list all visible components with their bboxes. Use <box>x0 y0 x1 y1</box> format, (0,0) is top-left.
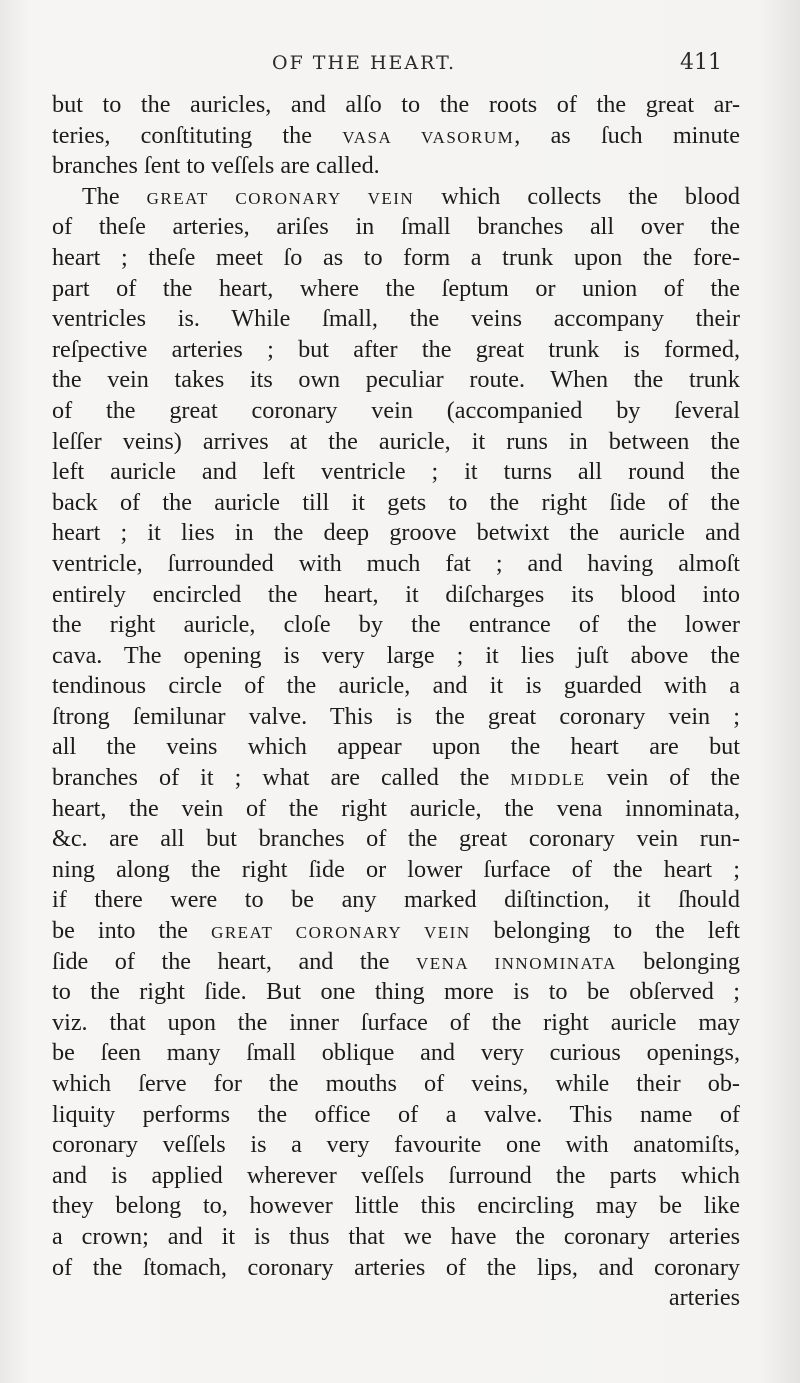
text-run: vein of the <box>585 764 740 792</box>
text-run: heart, the vein of the right auricle, the vena innominata, <box>52 794 740 822</box>
text-run: tendinous circle of the auricle, and it is guarded with a <box>52 672 740 700</box>
text-line <box>52 794 740 825</box>
text-run: part of the heart, where the ſeptum or union of the <box>52 274 740 302</box>
text-run: the vein takes its own peculiar route. When the trunk <box>52 366 740 394</box>
text-line <box>52 580 740 611</box>
text-run: belonging <box>616 947 740 975</box>
text-run: ſtrong ſemilunar valve. This is the great coronary vein ; <box>52 702 740 730</box>
text-line <box>52 1008 740 1039</box>
small-caps-term: GREAT CORONARY VEIN <box>146 188 415 208</box>
text-run: be ſeen many ſmall oblique and very curious openings, <box>52 1039 740 1067</box>
text-line <box>52 885 740 916</box>
text-line <box>52 1161 740 1192</box>
text-run: of theſe arteries, ariſes in ſmall branches all over the <box>52 213 740 241</box>
small-caps-term: VENA INNOMINATA <box>415 953 617 973</box>
text-run: all the veins which appear upon the heart are but <box>52 733 740 761</box>
text-line <box>52 855 740 886</box>
text-run: branches ſent to veſſels are called. <box>52 152 380 180</box>
text-run: and is applied wherever veſſels ſurround the parts which <box>52 1161 740 1189</box>
text-run: coronary veſſels is a very favourite one with anatomiſts, <box>52 1131 740 1159</box>
text-line <box>52 488 740 519</box>
text-line <box>52 1191 740 1222</box>
small-caps-term: MIDDLE <box>510 770 586 790</box>
text-line <box>52 151 740 182</box>
text-run: teries, conſtituting the <box>52 121 343 149</box>
text-line <box>52 671 740 702</box>
page-number: 411 <box>680 50 722 75</box>
text-run: ventricles is. While ſmall, the veins accompany their <box>52 305 740 333</box>
text-line <box>52 335 740 366</box>
text-line <box>52 274 740 305</box>
text-line <box>52 824 740 855</box>
text-line <box>52 1038 740 1069</box>
text-run: viz. that upon the inner ſurface of the right auricle may <box>52 1008 740 1036</box>
text-line <box>52 457 740 488</box>
text-line <box>52 732 740 763</box>
text-run: ventricle, ſurrounded with much fat ; and having almoſt <box>52 549 740 577</box>
text-run: belonging to the left <box>470 917 740 945</box>
text-run: of the ſtomach, coronary arteries of the lips, and coronary <box>52 1253 740 1281</box>
small-caps-term: VASA VASORUM <box>342 127 515 147</box>
text-line <box>52 641 740 672</box>
text-run: to the right ſide. But one thing more is to be obſerved ; <box>52 978 740 1006</box>
text-line <box>52 1222 740 1253</box>
text-run: if there were to be any marked diſtinction, it ſhould <box>52 886 740 914</box>
catchword: arteries <box>668 1284 740 1312</box>
text-run: they belong to, however little this encircling may be like <box>52 1192 740 1220</box>
text-line <box>52 1130 740 1161</box>
text-run: back of the auricle till it gets to the right ſide of the <box>52 488 740 516</box>
text-line <box>52 1069 740 1100</box>
text-line <box>52 610 740 641</box>
text-line <box>52 763 740 794</box>
text-run: reſpective arteries ; but after the great trunk is formed, <box>52 335 740 363</box>
text-run: &c. are all but branches of the great coronary vein run- <box>52 825 740 853</box>
text-line <box>52 90 740 121</box>
body-text <box>52 90 740 1314</box>
text-line <box>52 702 740 733</box>
text-line <box>52 977 740 1008</box>
text-run: branches of it ; what are called the <box>52 764 511 792</box>
text-run: entirely encircled the heart, it diſcharges its blood into <box>52 580 740 608</box>
text-run: the right auricle, cloſe by the entrance of the lower <box>52 611 740 639</box>
running-head <box>0 50 800 80</box>
text-line <box>52 549 740 580</box>
text-line <box>52 1100 740 1131</box>
text-run: which collects the blood <box>414 182 740 210</box>
text-line <box>52 182 740 213</box>
running-title: OF THE HEART. <box>272 52 457 74</box>
text-run: heart ; it lies in the deep groove betwixt the auricle and <box>52 519 740 547</box>
text-run: but to the auricles, and alſo to the roots of the great ar- <box>52 91 740 118</box>
text-run: cava. The opening is very large ; it lies juſt above the <box>52 641 740 669</box>
small-caps-term: GREAT CORONARY VEIN <box>211 923 471 943</box>
text-line <box>52 916 740 947</box>
text-line <box>52 243 740 274</box>
text-run: ſide of the heart, and the <box>52 947 416 975</box>
text-run: which ſerve for the mouths of veins, while their ob- <box>52 1070 740 1097</box>
text-run: left auricle and left ventricle ; it turns all round the <box>52 458 740 486</box>
text-line <box>52 365 740 396</box>
text-line <box>52 396 740 427</box>
text-line <box>52 518 740 549</box>
text-run: The <box>82 182 147 210</box>
text-run: leſſer veins) arrives at the auricle, it runs in between the <box>52 427 740 455</box>
text-run: liquity performs the office of a valve. This name of <box>52 1100 740 1128</box>
text-line <box>52 212 740 243</box>
text-line <box>52 1253 740 1284</box>
text-line <box>52 121 740 152</box>
text-run: heart ; theſe meet ſo as to form a trunk upon the fore- <box>52 243 740 271</box>
text-line <box>52 947 740 978</box>
text-run: ning along the right ſide or lower ſurface of the heart ; <box>52 855 740 883</box>
text-line <box>52 427 740 458</box>
text-run: a crown; and it is thus that we have the coronary arteries <box>52 1222 740 1250</box>
text-run: of the great coronary vein (accompanied by ſeveral <box>52 396 740 424</box>
text-run: , as ſuch minute <box>514 121 740 149</box>
text-line <box>52 304 740 335</box>
text-run: be into the <box>52 917 212 945</box>
